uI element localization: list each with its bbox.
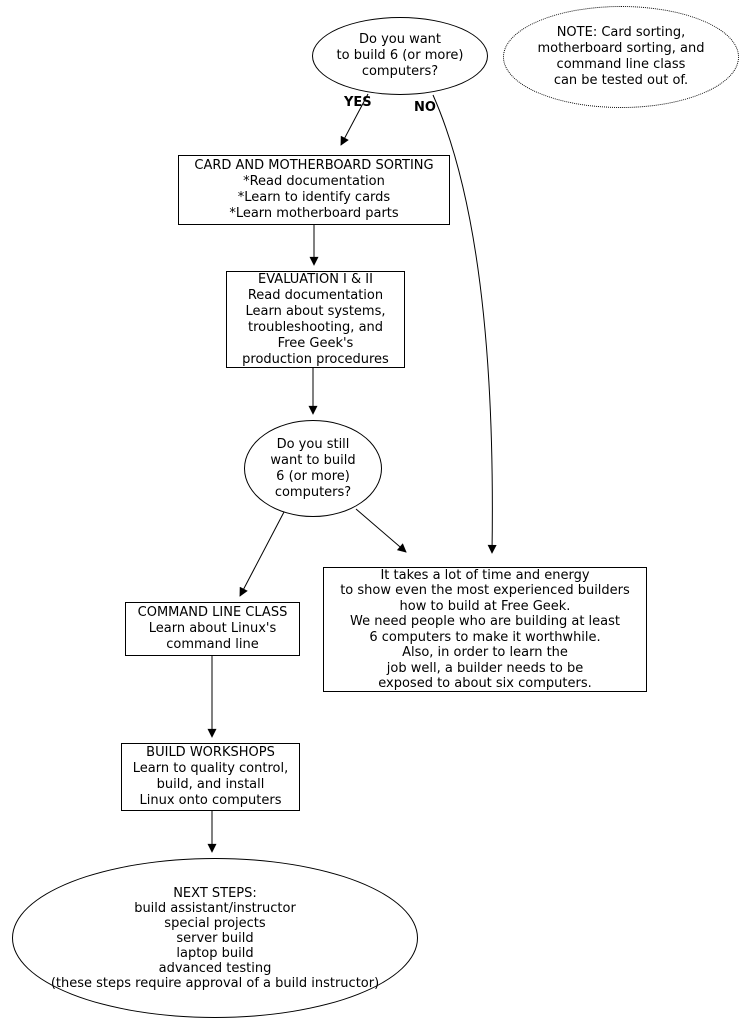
text-line: *Read documentation <box>243 174 385 189</box>
edge-label-no: NO <box>414 100 436 115</box>
text-line: Free Geek's <box>277 335 354 351</box>
text-line: exposed to about six computers. <box>378 676 592 691</box>
text-line: command line class <box>556 57 686 72</box>
text-line: Learn about Linux's <box>148 621 277 636</box>
text-line: Read documentation <box>247 287 384 303</box>
text-line: build assistant/instructor <box>134 900 296 916</box>
text-line: Do you still <box>276 436 350 452</box>
text-line: Also, in order to learn the <box>402 645 568 660</box>
text-line: want to build <box>270 452 356 468</box>
node-still-decision <box>244 420 382 517</box>
text-line: It takes a lot of time and energy <box>380 567 590 583</box>
text-line: 6 (or more) <box>276 468 350 484</box>
text-line: (these steps require approval of a build instructor) <box>50 975 380 991</box>
text-line: troubleshooting, and <box>247 319 384 335</box>
text-line: command line <box>166 637 259 652</box>
text-line: job well, a builder needs to be <box>386 660 584 676</box>
text-line: advanced testing <box>158 960 272 976</box>
text-line: NEXT STEPS: <box>173 885 257 901</box>
text-line: We need people who are building at least <box>350 614 620 629</box>
text-line: *Learn to identify cards <box>237 190 391 205</box>
edge-label-yes: YES <box>344 95 372 110</box>
text-line: how to build at Free Geek. <box>399 598 571 614</box>
text-line: can be tested out of. <box>553 73 689 88</box>
text-line: Linux onto computers <box>139 793 282 808</box>
node-start-decision <box>312 17 488 95</box>
node-card-sorting <box>178 155 450 225</box>
text-line: CARD AND MOTHERBOARD SORTING <box>194 158 434 173</box>
node-note-cloud <box>503 6 739 108</box>
text-line: computers? <box>361 64 439 79</box>
edge-still-to-explanation <box>356 509 406 552</box>
text-line: computers? <box>274 484 352 500</box>
text-line: to build 6 (or more) <box>336 48 464 63</box>
text-line: laptop build <box>176 945 254 961</box>
text-line: server build <box>176 930 254 946</box>
text-line: special projects <box>164 915 266 931</box>
text-line: Learn about systems, <box>245 303 386 319</box>
text-line: Learn to quality control, <box>132 761 289 776</box>
text-line: *Learn motherboard parts <box>229 206 399 221</box>
node-command-line <box>125 602 300 656</box>
text-line: EVALUATION I & II <box>258 271 373 287</box>
text-line: Do you want <box>358 32 442 47</box>
text-line: 6 computers to make it worthwhile. <box>369 629 601 645</box>
node-explanation <box>323 567 647 692</box>
text-line: COMMAND LINE CLASS <box>137 605 288 620</box>
node-next-steps <box>12 858 418 1018</box>
text-line: to show even the most experienced builders <box>340 583 630 598</box>
text-line: production procedures <box>242 351 389 367</box>
node-build-workshops <box>121 743 300 811</box>
text-line: build, and install <box>156 777 265 792</box>
text-line: motherboard sorting, and <box>537 41 705 56</box>
text-line: NOTE: Card sorting, <box>556 25 686 40</box>
text-line: BUILD WORKSHOPS <box>146 745 275 760</box>
node-evaluation <box>226 271 405 368</box>
edge-still-to-command-line <box>240 512 284 596</box>
